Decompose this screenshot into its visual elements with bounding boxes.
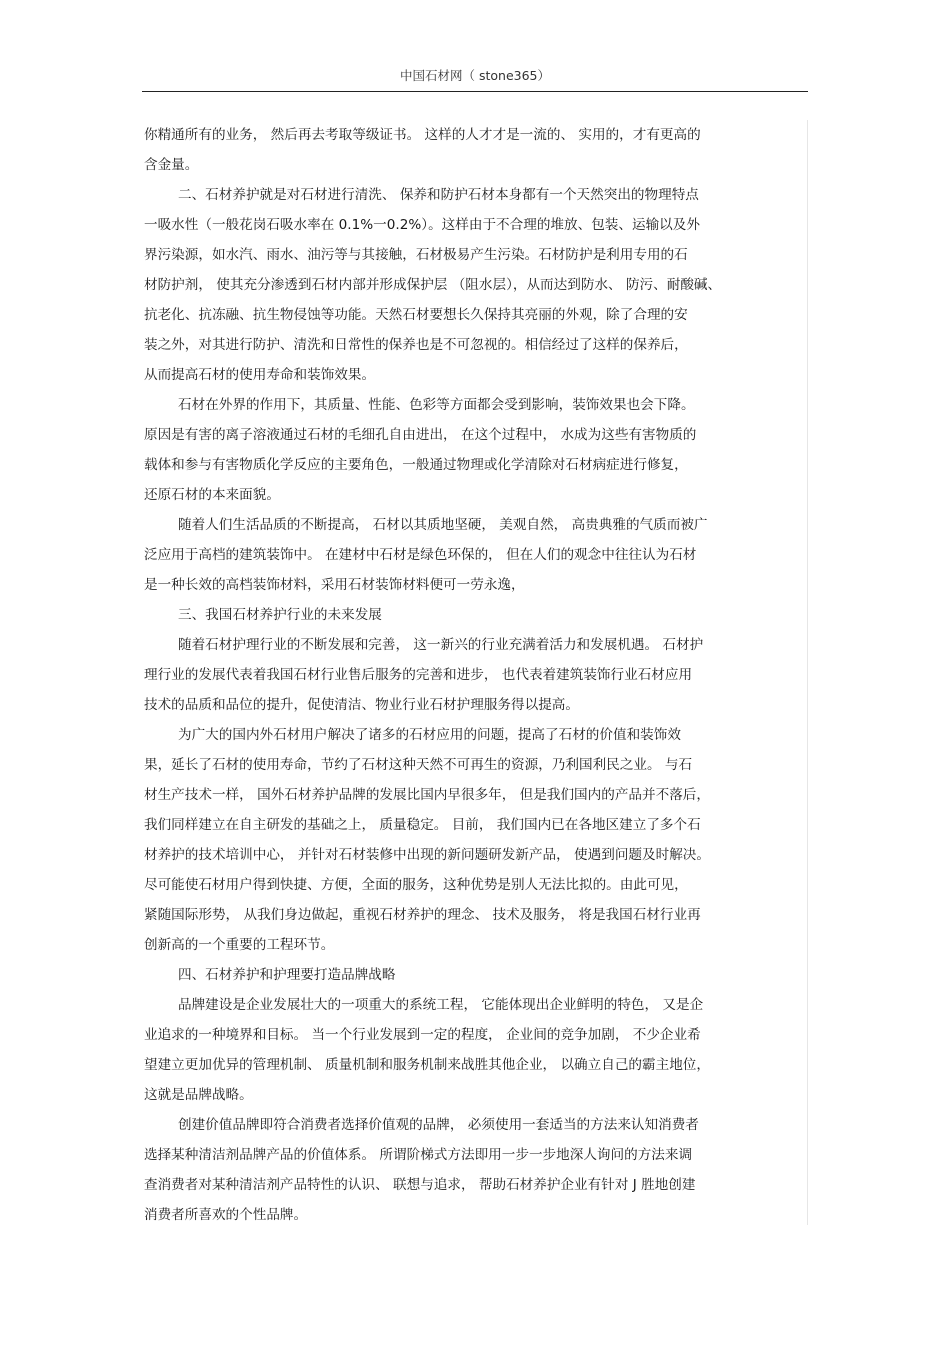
text-line: 创建价值品牌即符合消费者选择价值观的品牌， 必须使用一套适当的方法来认知消费者 [178,1117,699,1133]
text-line: 望建立更加优异的管理机制、 质量机制和服务机制来战胜其他企业， 以确立自己的霸主地位， [144,1057,710,1073]
page-header: 中国石材网（ stone365） [399,68,550,83]
text-line: 材养护的技术培训中心， 并针对石材装修中出现的新问题研发新产品， 使遇到问题及时解决。 [144,847,710,863]
header-divider [142,91,808,92]
text-line: 消费者所喜欢的个性品牌。 [144,1207,308,1223]
text-line: 理行业的发展代表着我国石材行业售后服务的完善和进步， 也代表着建筑装饰行业石材应用 [144,667,693,683]
text-line: 紧随国际形势， 从我们身边做起，重视石材养护的理念、 技术及服务， 将是我国石材行业再 [144,907,701,923]
text-line: 还原石材的本来面貌。 [144,487,280,503]
text-line: 原因是有害的离子溶液通过石材的毛细孔自由进出， 在这个过程中， 水成为这些有害物质的 [144,427,697,443]
text-line: 随着人们生活品质的不断提高， 石材以其质地坚硬， 美观自然， 高贵典雅的气质而被广 [178,517,708,533]
text-line: 业追求的一种境界和目标。 当一个行业发展到一定的程度， 企业间的竞争加剧， 不少企业希 [144,1027,701,1043]
text-line: 是一种长效的高档装饰材料，采用石材装饰材料便可一劳永逸， [144,577,525,593]
text-line: 一吸水性（一般花岗石吸水率在 0.1%一0.2%）。这样由于不合理的堆放、包装、运输以及外 [144,217,700,233]
text-line: 载体和参与有害物质化学反应的主要角色，一般通过物理或化学清除对石材病症进行修复， [144,457,688,473]
text-line: 三、我国石材养护行业的未来发展 [178,607,382,623]
text-line: 抗老化、抗冻融、抗生物侵蚀等功能。天然石材要想长久保持其亮丽的外观，除了合理的安 [144,307,688,323]
text-line: 随着石材护理行业的不断发展和完善， 这一新兴的行业充满着活力和发展机遇。 石材护 [178,637,704,653]
text-line: 材生产技术一样， 国外石材养护品牌的发展比国内早很多年， 但是我们国内的产品并不落后， [144,787,710,803]
text-line: 品牌建设是企业发展壮大的一项重大的系统工程， 它能体现出企业鲜明的特色， 又是企 [178,997,704,1013]
text-line: 果，延长了石材的使用寿命，节约了石材这种天然不可再生的资源，乃利国利民之业。 与石 [144,757,693,773]
text-line: 为广大的国内外石材用户解决了诸多的石材应用的问题，提高了石材的价值和装饰效 [178,727,681,743]
text-line: 石材在外界的作用下，其质量、性能、色彩等方面都会受到影响，装饰效果也会下降。 [178,397,695,413]
text-line: 我们同样建立在自主研发的基础之上， 质量稳定。 目前， 我们国内已在各地区建立了多个石 [144,817,701,833]
text-line: 四、石材养护和护理要打造品牌战略 [178,967,396,983]
text-line: 技术的品质和品位的提升，促使清洁、物业行业石材护理服务得以提高。 [144,697,579,713]
text-line: 选择某种清洁剂品牌产品的价值体系。 所谓阶梯式方法即用一步一步地深人询问的方法来调 [144,1147,693,1163]
text-line: 装之外，对其进行防护、清洗和日常性的保养也是不可忽视的。相信经过了这样的保养后， [144,337,688,353]
text-line: 含金量。 [144,157,199,173]
text-line: 界污染源，如水汽、雨水、油污等与其接触，石材极易产生污染。石材防护是利用专用的石 [144,247,688,263]
text-line: 你精通所有的业务， 然后再去考取等级证书。 这样的人才才是一流的、 实用的，才有更高的 [144,127,701,143]
text-line: 从而提高石材的使用寿命和装饰效果。 [144,367,376,383]
text-line: 创新高的一个重要的工程环节。 [144,937,335,953]
text-line: 这就是品牌战略。 [144,1087,253,1103]
document-body [144,120,808,1230]
text-line: 材防护剂， 使其充分渗透到石材内部并形成保护层 （阻水层），从而达到防水、 防污、耐酸碱、 [144,277,722,293]
text-line: 尽可能使石材用户得到快捷、方便，全面的服务，这种优势是别人无法比拟的。由此可见， [144,877,688,893]
text-line: 泛应用于高档的建筑装饰中。 在建材中石材是绿色环保的， 但在人们的观念中往往认为石材 [144,547,697,563]
text-line: 二、石材养护就是对石材进行清洗、 保养和防护石材本身都有一个天然突出的物理特点 [178,187,699,203]
text-line: 查消费者对某种清洁剂产品特性的认识、 联想与追求， 帮助石材养护企业有针对 J 胜地创建 [144,1177,696,1193]
